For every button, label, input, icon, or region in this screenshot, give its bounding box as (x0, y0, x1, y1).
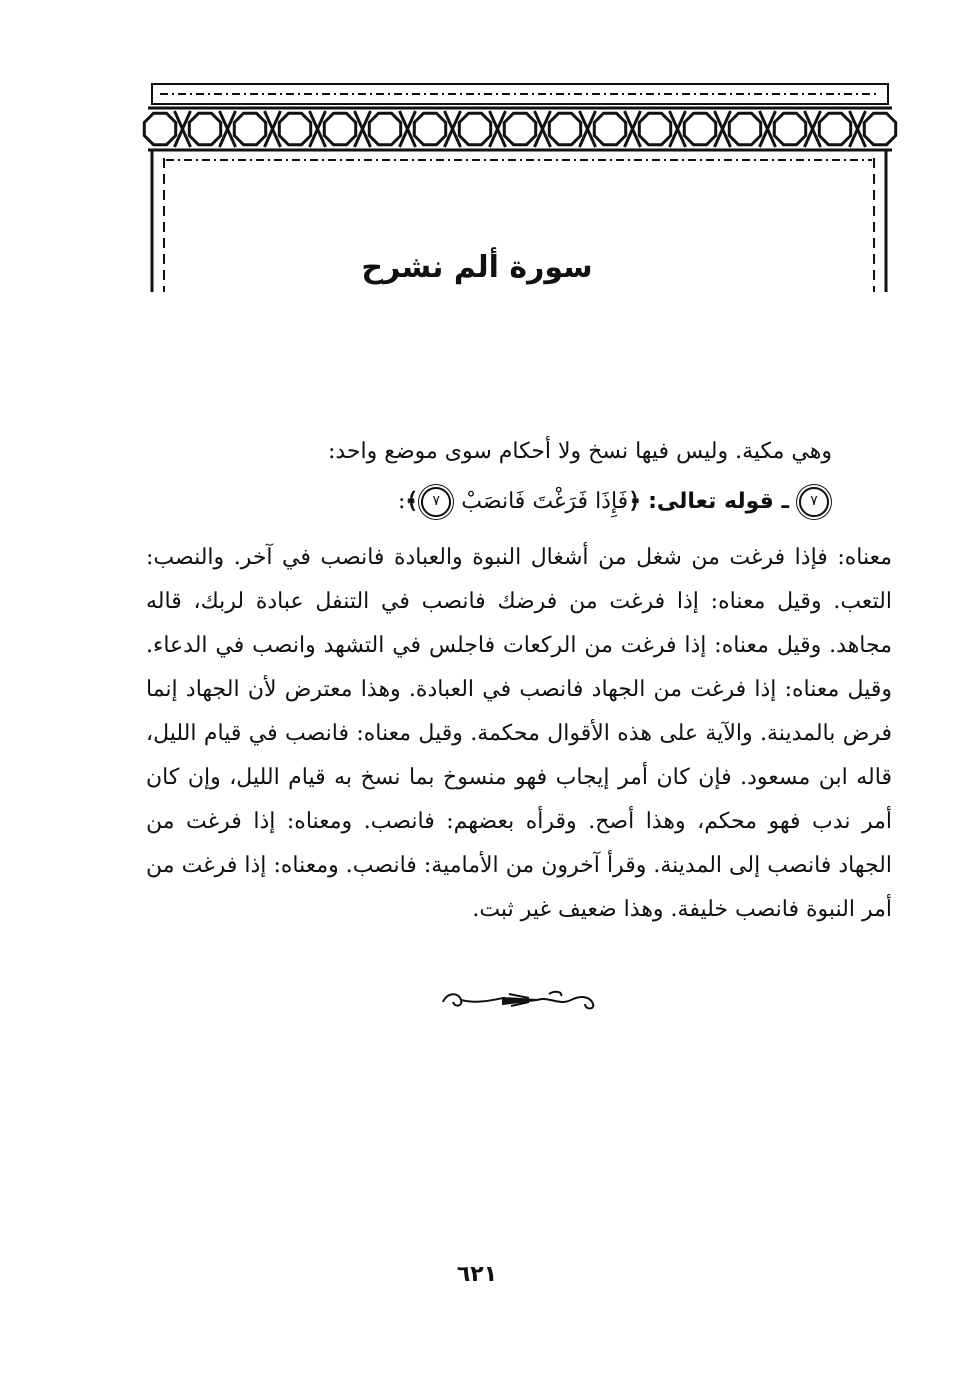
star-octagon (639, 113, 670, 144)
quran-verse-text: فَإِذَا فَرَغْتَ فَانصَبْ (461, 489, 629, 514)
star-octagon (549, 113, 580, 144)
star-octagon (684, 113, 715, 144)
star-octagon (324, 113, 355, 144)
star-octagon (819, 113, 850, 144)
star-octagon (414, 113, 445, 144)
commentary-paragraph: معناه: فإذا فرغت من شغل من أشغال النبوة والعبادة فانصب في آخر. والنصب: التعب. وقيل معناه: إذا فرغت من فرضك فانصب في التنفل عبادة لربك، قاله مجاهد. وقيل معناه: إذا فرغت من الركعات فاجلس في التشهد وانصب في الدعاء. وقيل معناه: إذا فرغت من الجهاد فانصب في العبادة. وهذا معترض لأن الجهاد إنما فرض بالمدينة. والآية على هذه الأقوال محكمة. وقيل معناه: فانصب في قيام الليل، قاله ابن مسعود. فإن كان أمر إيجاب فهو منسوخ بما نسخ به قيام الليل، وإن كان أمر ندب فهو محكم، وهذا أصح. وقرأه بعضهم: فانصب. ومعناه: إذا فرغت من الجهاد فانصب إلى المدينة. وقرأ آخرون من الأمامية: فانصب. ومعناه: إذا فرغت من أمر النبوة فانصب خليفة. وهذا ضعيف غير ثبت. (146, 545, 892, 922)
close-bracket: ﴾ (405, 489, 419, 514)
star-octagon (459, 113, 490, 144)
star-octagon (279, 113, 310, 144)
page-number: ٦٢١ (456, 1262, 498, 1287)
star-octagon (234, 113, 265, 144)
star-octagon (594, 113, 625, 144)
star-octagon (144, 113, 175, 144)
verse-end-marker-icon: ٧ (421, 487, 451, 517)
open-bracket: ﴿ (628, 489, 642, 514)
star-octagon (369, 113, 400, 144)
geometric-star-border (144, 111, 895, 147)
floral-flourish-icon (437, 986, 603, 1016)
verse-number-rosette-icon: ٧ (799, 487, 829, 517)
star-octagon (729, 113, 760, 144)
surah-title: سورة ألم نشرح (361, 250, 593, 285)
star-octagon (189, 113, 220, 144)
star-octagon (864, 113, 895, 144)
star-octagon (504, 113, 535, 144)
verse-trailing-colon: : (397, 489, 406, 514)
verse-line (112, 480, 832, 524)
star-octagon (774, 113, 805, 144)
verse-label: ـ قوله تعالى: (648, 489, 789, 514)
intro-paragraph: وهي مكية. وليس فيها نسخ ولا أحكام سوى موضع واحد: (327, 439, 832, 464)
